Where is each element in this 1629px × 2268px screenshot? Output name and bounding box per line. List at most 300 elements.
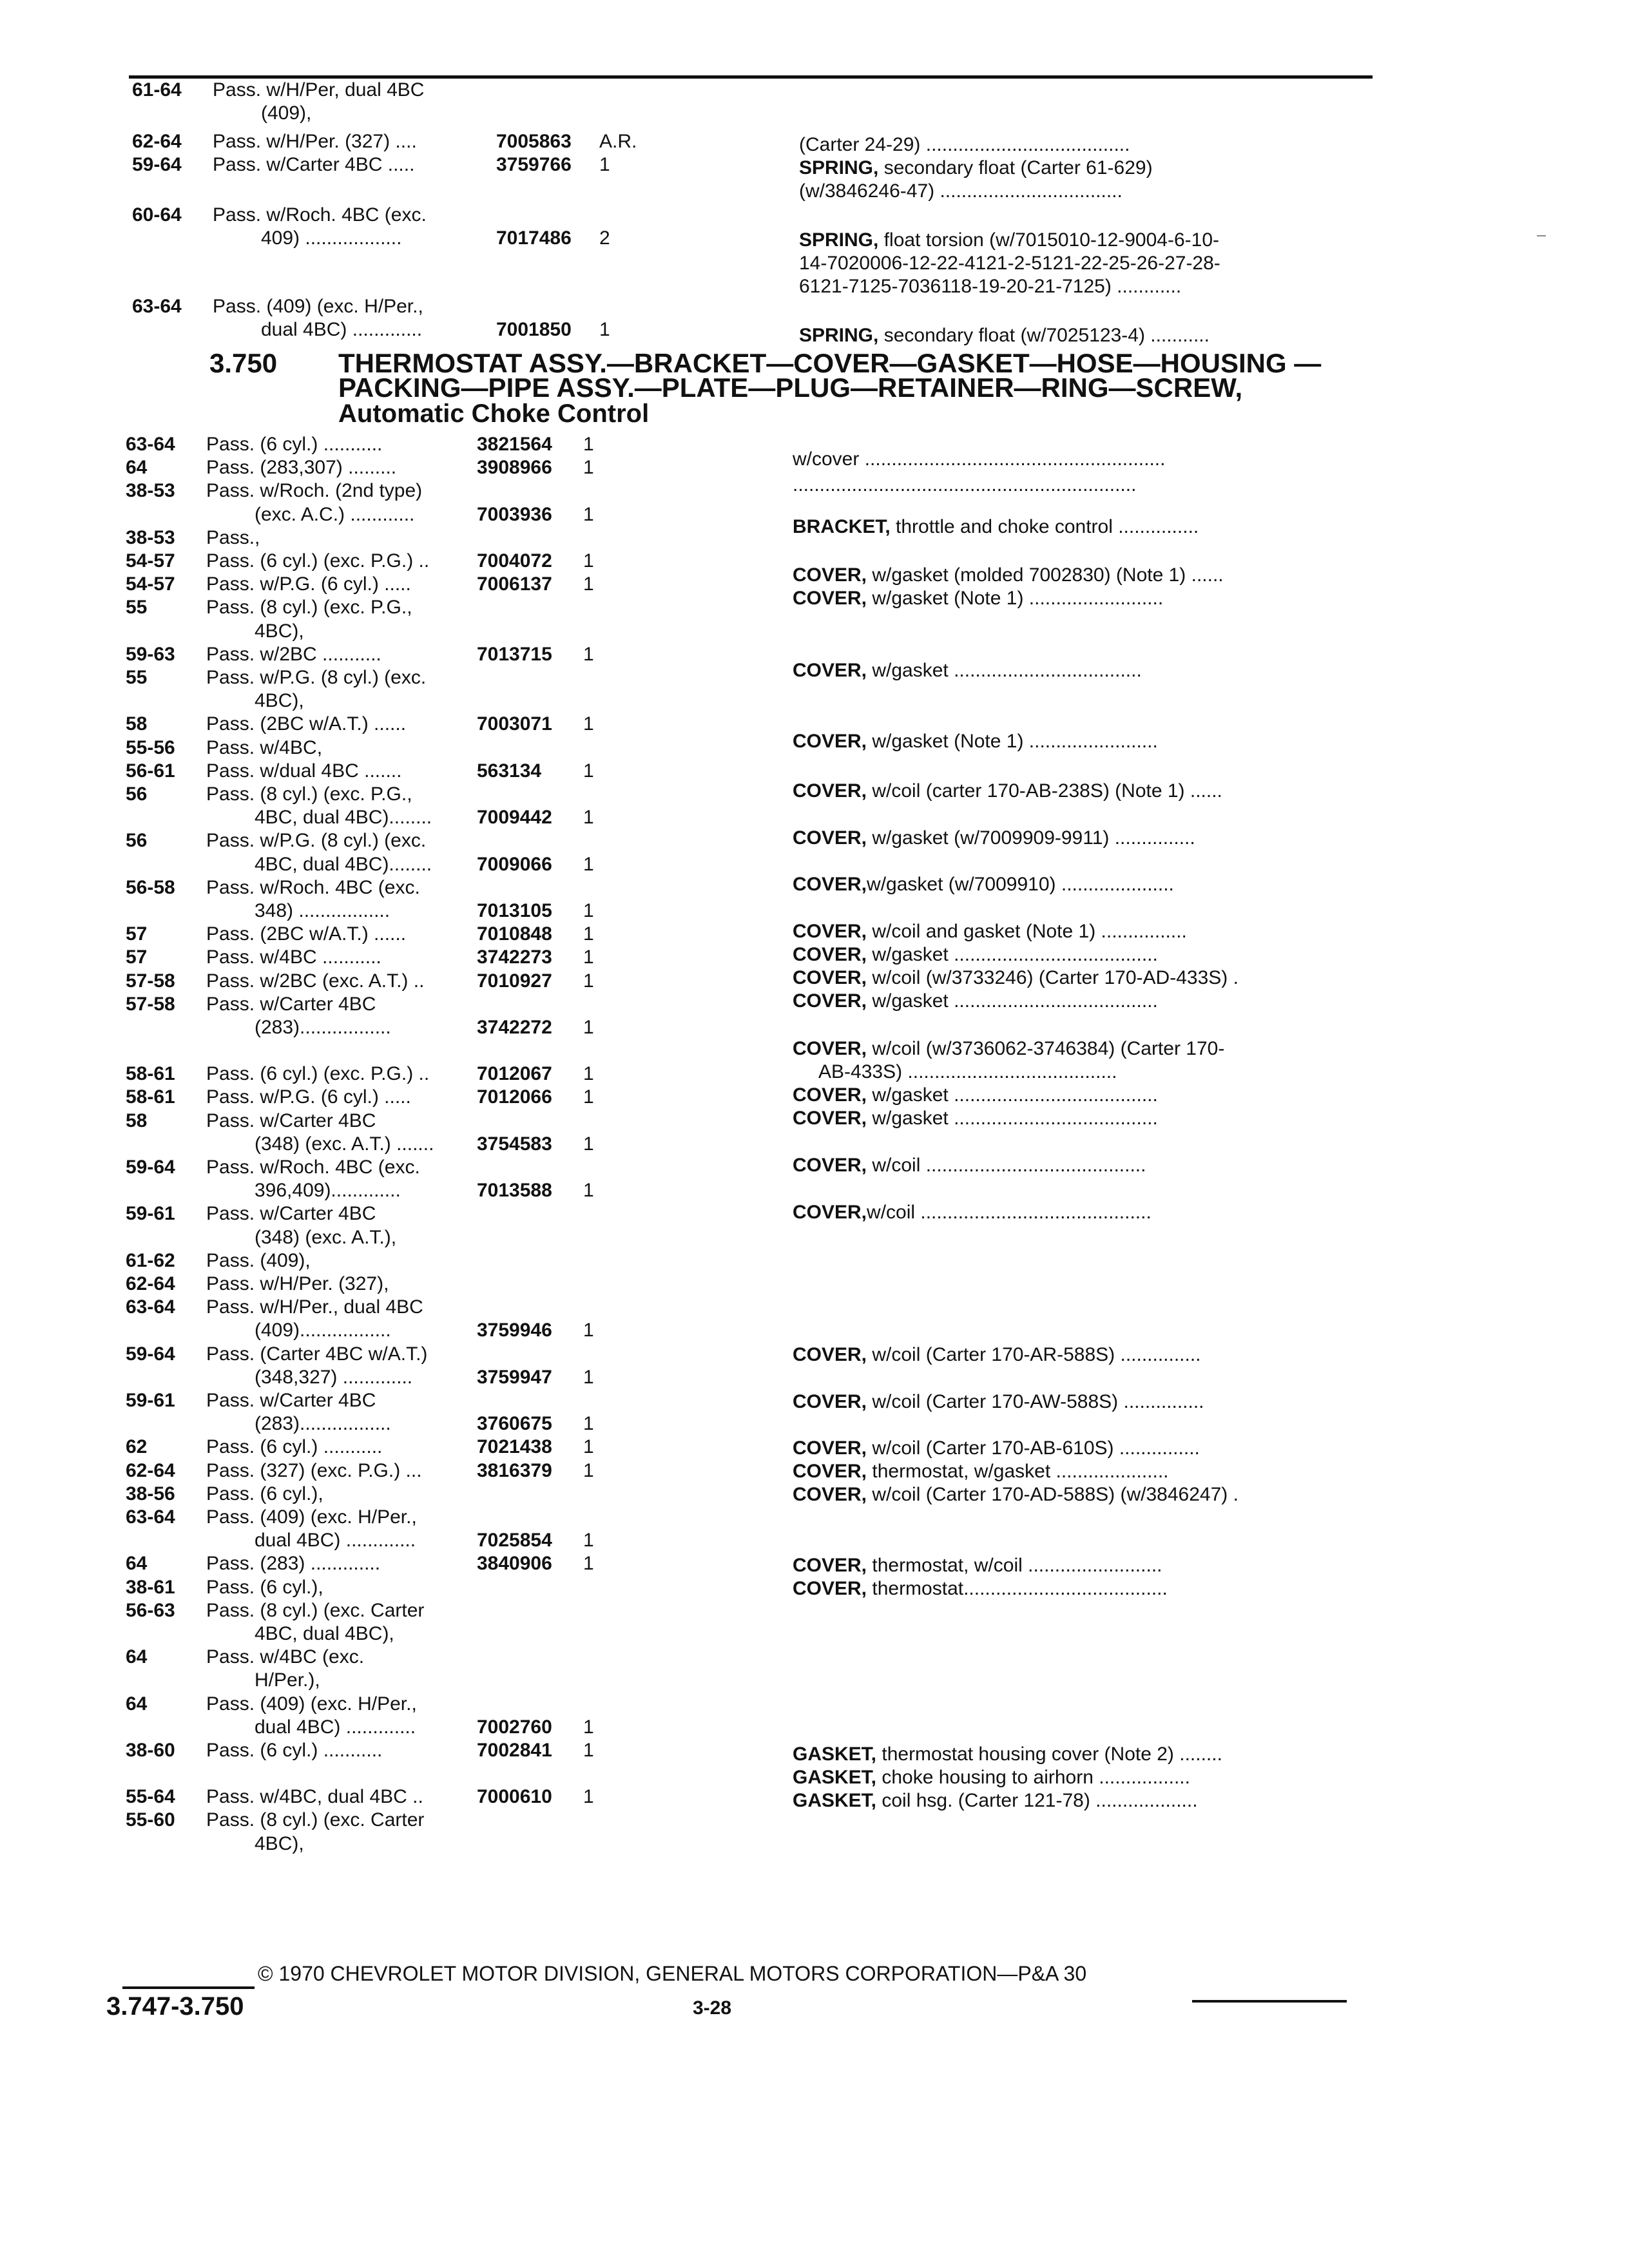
entry-keyword: SPRING, <box>799 157 879 178</box>
parts-row <box>126 876 693 899</box>
section-subtitle: Automatic Choke Control <box>338 399 650 428</box>
entry-line <box>793 1577 1360 1600</box>
part-description: (348) (exc. A.T.), <box>255 1226 397 1248</box>
part-description: (348,327) ............. <box>255 1366 413 1388</box>
parts-row <box>126 829 693 852</box>
parts-row <box>126 946 693 969</box>
part-description: 4BC), <box>255 1832 304 1854</box>
entry-keyword: GASKET, <box>793 1767 877 1788</box>
entry-keyword: COVER, <box>793 1344 867 1365</box>
part-description: Pass. w/P.G. (8 cyl.) (exc. <box>206 667 427 688</box>
year-range: 63-64 <box>132 296 182 317</box>
entry-text: w/coil (w/3733246) (Carter 170-AD-433S) . <box>867 967 1239 988</box>
footer-copyright: © 1970 CHEVROLET MOTOR DIVISION, GENERAL MOTORS CORPORATION—P&A 30 <box>258 1962 1087 1985</box>
part-description: Pass. (8 cyl.) (exc. P.G., <box>206 597 412 619</box>
parts-row <box>126 1785 693 1809</box>
part-description: 4BC), <box>255 690 304 712</box>
parts-row <box>126 1062 693 1086</box>
part-number: 7002841 <box>477 1740 552 1761</box>
part-number: 3908966 <box>477 457 552 479</box>
year-range: 57-58 <box>126 993 175 1015</box>
year-range: 60-64 <box>132 204 182 226</box>
part-number: 7010927 <box>477 970 552 992</box>
parts-row <box>126 1296 693 1319</box>
entry-keyword: COVER, <box>793 1038 867 1059</box>
part-number: 3821564 <box>477 434 552 455</box>
part-description: Pass. w/Carter 4BC <box>206 1110 376 1131</box>
entry-keyword: COVER, <box>793 780 867 802</box>
parts-row <box>126 1343 693 1366</box>
part-number: 7002760 <box>477 1716 552 1738</box>
part-description: Pass. (409), <box>206 1249 311 1271</box>
entry-line <box>793 1201 1360 1224</box>
year-range: 58 <box>126 713 148 735</box>
entry-keyword: COVER, <box>793 874 867 895</box>
year-range: 54-57 <box>126 573 175 595</box>
part-number: 7013715 <box>477 643 552 665</box>
year-range: 38-60 <box>126 1740 175 1761</box>
part-description: Pass. (283) ............. <box>206 1553 381 1575</box>
entry-line <box>799 229 1366 252</box>
part-description: Pass. (2BC w/A.T.) ...... <box>206 923 407 945</box>
quantity: 1 <box>583 1740 594 1761</box>
part-description: dual 4BC) ............. <box>255 1716 416 1738</box>
quantity: 1 <box>583 573 594 595</box>
entry-line <box>793 827 1360 850</box>
parts-row <box>126 1436 693 1459</box>
entry-text: (Carter 24-29) ...................................... <box>799 134 1130 155</box>
part-description: Pass. (283,307) ......... <box>206 457 397 479</box>
part-description: Pass. w/2BC ........... <box>206 643 381 665</box>
parts-row <box>126 1319 693 1342</box>
year-range: 38-61 <box>126 1576 175 1598</box>
part-number: 3816379 <box>477 1459 552 1481</box>
entry-text: coil hsg. (Carter 121-78) ................... <box>876 1790 1198 1811</box>
parts-row <box>126 1086 693 1109</box>
part-description: Pass. w/Carter 4BC ..... <box>213 154 415 175</box>
entry-line <box>793 1554 1360 1577</box>
entry-line <box>793 1766 1360 1789</box>
entry-text: secondary float (Carter 61-629) <box>878 157 1153 178</box>
parts-row <box>132 130 699 153</box>
entry-line <box>799 252 1366 275</box>
section-number: 3.750 <box>209 348 278 378</box>
parts-row <box>126 456 693 479</box>
part-number: 3742272 <box>477 1017 552 1038</box>
entry-keyword: COVER, <box>793 1391 867 1412</box>
parts-row <box>126 1016 693 1039</box>
entry-text: w/gasket (w/7009909-9911) ............... <box>867 827 1195 849</box>
entry-line <box>793 1390 1360 1414</box>
entry-line <box>799 157 1366 180</box>
part-number: 7006137 <box>477 573 552 595</box>
part-description: Pass. (Carter 4BC w/A.T.) <box>206 1343 428 1365</box>
part-description: Pass. w/Roch. 4BC (exc. <box>206 876 420 898</box>
part-description: dual 4BC) ............. <box>261 319 423 340</box>
entry-line <box>793 1437 1360 1460</box>
part-description: Pass., <box>206 526 260 548</box>
year-range: 59-61 <box>126 1203 175 1225</box>
part-description: Pass. w/Carter 4BC <box>206 993 376 1015</box>
part-description: (283)................. <box>255 1017 391 1038</box>
entry-text: w/gasket ...................................... <box>867 1108 1158 1129</box>
entry-keyword: COVER, <box>793 1202 867 1223</box>
part-description: 396,409)............. <box>255 1180 401 1202</box>
entry-line <box>793 1084 1360 1107</box>
part-description: Pass. w/H/Per, dual 4BC <box>213 79 425 101</box>
quantity: 1 <box>583 1436 594 1458</box>
entry-keyword: COVER, <box>793 564 867 586</box>
year-range: 56-61 <box>126 760 175 782</box>
part-description: Pass. w/dual 4BC ....... <box>206 760 402 782</box>
parts-row <box>126 1156 693 1179</box>
entry-keyword: COVER, <box>793 1155 867 1176</box>
year-range: 58-61 <box>126 1086 175 1108</box>
part-description: (409)................. <box>255 1320 391 1341</box>
part-description: H/Per.), <box>255 1669 320 1691</box>
year-range: 56-63 <box>126 1599 175 1621</box>
entry-text: w/gasket ...................................... <box>867 990 1158 1012</box>
part-number: 3759766 <box>496 154 572 175</box>
parts-row <box>126 573 693 596</box>
entry-line <box>818 1061 1385 1084</box>
part-number: 3742273 <box>477 947 552 968</box>
part-number: 7004072 <box>477 550 552 572</box>
part-description: Pass. w/4BC ........... <box>206 947 381 968</box>
quantity: 1 <box>583 1320 594 1341</box>
part-number: 3840906 <box>477 1553 552 1575</box>
year-range: 62 <box>126 1436 148 1458</box>
entry-text: w/gasket (molded 7002830) (Note 1) ...... <box>867 564 1224 586</box>
year-range: 63-64 <box>126 1296 175 1318</box>
footer-rule-right <box>1192 2000 1347 2003</box>
quantity: 1 <box>583 503 594 525</box>
quantity: 1 <box>583 1553 594 1575</box>
entry-text: AB-433S) ....................................... <box>818 1061 1117 1082</box>
quantity: 1 <box>583 643 594 665</box>
quantity: 2 <box>599 227 610 249</box>
part-description: 4BC, dual 4BC)........ <box>255 807 432 829</box>
year-range: 57 <box>126 947 148 968</box>
entry-text: w/coil (Carter 170-AB-610S) ............... <box>867 1437 1200 1459</box>
part-description: Pass. w/Carter 4BC <box>206 1390 376 1411</box>
part-description: Pass. w/H/Per. (327) .... <box>213 131 417 152</box>
parts-row <box>126 503 693 526</box>
parts-row <box>126 1832 693 1856</box>
entry-keyword: COVER, <box>793 921 867 942</box>
part-description: Pass. w/Roch. (2nd type) <box>206 480 423 502</box>
entry-line <box>793 873 1360 896</box>
quantity: 1 <box>583 947 594 968</box>
parts-row <box>132 295 699 318</box>
entry-text: w/coil ........................................... <box>867 1202 1152 1223</box>
parts-row <box>126 853 693 876</box>
part-number: 7010848 <box>477 923 552 945</box>
year-range: 62-64 <box>126 1459 175 1481</box>
entry-line <box>799 275 1366 298</box>
parts-row <box>126 666 693 689</box>
parts-row <box>126 970 693 993</box>
margin-mark <box>1537 235 1546 236</box>
entry-keyword: SPRING, <box>799 229 879 251</box>
year-range: 61-62 <box>126 1249 175 1271</box>
entry-text: w/coil (Carter 170-AD-588S) (w/3846247) . <box>867 1484 1239 1505</box>
part-number: 563134 <box>477 760 542 782</box>
year-range: 62-64 <box>126 1273 175 1294</box>
quantity: 1 <box>583 1716 594 1738</box>
entry-keyword: COVER, <box>793 990 867 1012</box>
footer-rule-left <box>122 1986 255 1989</box>
part-number: 3759947 <box>477 1366 552 1388</box>
quantity: 1 <box>583 1180 594 1202</box>
part-number: 7021438 <box>477 1436 552 1458</box>
entry-text: thermostat, w/gasket ..................... <box>867 1461 1169 1482</box>
year-range: 56 <box>126 830 148 852</box>
parts-row <box>126 1552 693 1575</box>
entry-text: w/gasket ...................................... <box>867 944 1158 965</box>
entry-text: secondary float (w/7025123-4) ........... <box>878 325 1210 346</box>
part-description: Pass. (6 cyl.) (exc. P.G.) .. <box>206 1063 430 1085</box>
year-range: 59-64 <box>132 154 182 175</box>
entry-keyword: GASKET, <box>793 1790 877 1811</box>
quantity: 1 <box>583 434 594 455</box>
part-description: Pass. w/Roch. 4BC (exc. <box>206 1157 420 1178</box>
part-number: 7012067 <box>477 1063 552 1085</box>
part-description: 409) .................. <box>261 227 402 249</box>
part-description: Pass. (6 cyl.) (exc. P.G.) .. <box>206 550 430 572</box>
year-range: 64 <box>126 1693 148 1715</box>
quantity: 1 <box>583 457 594 479</box>
entry-keyword: GASKET, <box>793 1744 877 1765</box>
entry-text: thermostat, w/coil ......................... <box>867 1555 1162 1576</box>
quantity: 1 <box>583 1063 594 1085</box>
entry-line <box>799 180 1366 203</box>
parts-row <box>126 479 693 503</box>
parts-row <box>132 227 699 250</box>
year-range: 38-53 <box>126 526 175 548</box>
parts-row <box>126 1622 693 1646</box>
year-range: 54-57 <box>126 550 175 572</box>
year-range: 56-58 <box>126 876 175 898</box>
entry-line <box>793 780 1360 803</box>
year-range: 55 <box>126 597 148 619</box>
parts-row <box>126 923 693 946</box>
entry-keyword: COVER, <box>793 588 867 609</box>
entry-keyword: COVER, <box>793 1437 867 1459</box>
parts-row <box>126 1576 693 1599</box>
part-description: Pass. w/P.G. (8 cyl.) (exc. <box>206 830 427 852</box>
parts-row <box>126 1202 693 1225</box>
parts-row <box>126 1412 693 1436</box>
parts-row <box>132 79 699 102</box>
year-range: 55-64 <box>126 1786 175 1808</box>
parts-row <box>126 1599 693 1622</box>
entry-line <box>793 1460 1360 1483</box>
entry-line <box>793 1483 1360 1506</box>
year-range: 62-64 <box>132 131 182 152</box>
quantity: 1 <box>583 1786 594 1808</box>
part-number: 7013105 <box>477 900 552 921</box>
parts-row <box>126 736 693 760</box>
parts-row <box>126 1249 693 1273</box>
entry-text: (w/3846246-47) .................................. <box>799 180 1123 202</box>
parts-row <box>126 806 693 829</box>
quantity: 1 <box>583 1366 594 1388</box>
parts-row <box>132 102 699 125</box>
part-description: (348) (exc. A.T.) ....... <box>255 1133 434 1155</box>
part-description: Pass. w/Roch. 4BC (exc. <box>213 204 427 226</box>
year-range: 59-63 <box>126 643 175 665</box>
section-title: THERMOSTAT ASSY.—BRACKET—COVER—GASKET—HOSE—HOUSING —PACKING—PIPE ASSY.—PLATE—PLUG—RETAINER—RING—SCREW, <box>338 348 1322 403</box>
entry-line <box>793 1743 1360 1766</box>
entry-keyword: COVER, <box>793 660 867 681</box>
quantity: 1 <box>583 1017 594 1038</box>
entry-text: throttle and choke control ............... <box>890 516 1199 537</box>
entry-line <box>793 564 1360 587</box>
part-description: (283)................. <box>255 1413 391 1435</box>
parts-row <box>132 153 699 177</box>
part-number: 7017486 <box>496 227 572 249</box>
year-range: 59-64 <box>126 1343 175 1365</box>
quantity: 1 <box>583 853 594 875</box>
entry-line <box>793 587 1360 610</box>
entry-keyword: COVER, <box>793 1084 867 1106</box>
year-range: 38-53 <box>126 480 175 502</box>
parts-row <box>126 689 693 713</box>
part-number: 3760675 <box>477 1413 552 1435</box>
entry-line <box>793 1107 1360 1130</box>
entry-text: choke housing to airhorn ................. <box>876 1767 1190 1788</box>
entry-line <box>793 1037 1360 1061</box>
parts-row <box>126 1133 693 1156</box>
entry-line <box>799 133 1366 157</box>
entry-text: 14-7020006-12-22-4121-2-5121-22-25-26-27-28- <box>799 253 1220 274</box>
part-description: Pass. w/4BC (exc. <box>206 1646 365 1668</box>
entry-keyword: COVER, <box>793 731 867 752</box>
part-number: 7000610 <box>477 1786 552 1808</box>
part-number: 7009442 <box>477 807 552 829</box>
entry-line <box>793 920 1360 943</box>
parts-row <box>132 318 699 341</box>
entry-keyword: COVER, <box>793 1461 867 1482</box>
entry-line <box>793 1789 1360 1812</box>
year-range: 64 <box>126 457 148 479</box>
entry-keyword: COVER, <box>793 1484 867 1505</box>
entry-keyword: COVER, <box>793 1578 867 1599</box>
quantity: 1 <box>583 923 594 945</box>
year-range: 55 <box>126 667 148 688</box>
part-number: 7009066 <box>477 853 552 875</box>
entry-text: w/coil (w/3736062-3746384) (Carter 170- <box>867 1038 1225 1059</box>
entry-text: w/coil (carter 170-AB-238S) (Note 1) ...... <box>867 780 1222 802</box>
part-description: Pass. (6 cyl.) ........... <box>206 1740 383 1761</box>
parts-row <box>126 1716 693 1739</box>
part-description: 4BC, dual 4BC), <box>255 1623 394 1644</box>
parts-row <box>126 1389 693 1412</box>
part-description: Pass. (8 cyl.) (exc. Carter <box>206 1599 425 1621</box>
parts-row <box>126 1483 693 1506</box>
part-description: 4BC, dual 4BC)........ <box>255 853 432 875</box>
entry-keyword: COVER, <box>793 827 867 849</box>
year-range: 64 <box>126 1553 148 1575</box>
entry-text: w/gasket ................................... <box>867 660 1142 681</box>
quantity: 1 <box>583 713 594 735</box>
quantity: 1 <box>583 1530 594 1552</box>
part-description: Pass. w/H/Per. (327), <box>206 1273 389 1294</box>
parts-row <box>126 1669 693 1692</box>
part-number: 7025854 <box>477 1530 552 1552</box>
year-range: 59-61 <box>126 1390 175 1411</box>
quantity: 1 <box>583 550 594 572</box>
entry-line <box>793 943 1360 966</box>
year-range: 64 <box>126 1646 148 1668</box>
entry-keyword: COVER, <box>793 967 867 988</box>
parts-row <box>126 1459 693 1483</box>
year-range: 59-64 <box>126 1157 175 1178</box>
part-description: (409), <box>261 102 312 124</box>
part-description: Pass. (327) (exc. P.G.) ... <box>206 1459 422 1481</box>
entry-text: w/gasket (Note 1) ......................... <box>867 588 1164 609</box>
quantity: 1 <box>599 154 610 175</box>
parts-row <box>126 1739 693 1762</box>
year-range: 56 <box>126 783 148 805</box>
parts-row <box>126 1646 693 1669</box>
entry-text: w/cover ........................................................ <box>793 448 1166 470</box>
parts-row <box>126 596 693 619</box>
year-range: 61-64 <box>132 79 182 101</box>
entry-line <box>793 515 1360 539</box>
part-number: 3754583 <box>477 1133 552 1155</box>
entry-line <box>793 474 1360 497</box>
part-description: (exc. A.C.) ............ <box>255 503 415 525</box>
part-description: 4BC), <box>255 620 304 642</box>
footer-section-range: 3.747-3.750 <box>106 1992 244 2021</box>
part-description: Pass. (6 cyl.), <box>206 1576 323 1598</box>
entry-text: thermostat housing cover (Note 2) ........ <box>876 1744 1222 1765</box>
entry-keyword: SPRING, <box>799 325 879 346</box>
entry-line <box>793 966 1360 990</box>
part-description: Pass. w/4BC, dual 4BC .. <box>206 1786 423 1808</box>
parts-row <box>126 899 693 923</box>
part-number: 7003936 <box>477 503 552 525</box>
parts-row <box>126 1809 693 1832</box>
year-range: 58 <box>126 1110 148 1131</box>
part-description: Pass. (409) (exc. H/Per., <box>213 296 423 317</box>
entry-text: w/coil and gasket (Note 1) ................ <box>867 921 1187 942</box>
entry-text: ................................................................ <box>793 474 1137 495</box>
parts-row <box>126 526 693 550</box>
year-range: 63-64 <box>126 1506 175 1528</box>
entry-text: float torsion (w/7015010-12-9004-6-10- <box>878 229 1220 251</box>
part-description: dual 4BC) ............. <box>255 1530 416 1552</box>
quantity: A.R. <box>599 131 637 152</box>
part-number: 7013588 <box>477 1180 552 1202</box>
parts-row <box>126 1366 693 1389</box>
part-description: Pass. (8 cyl.) (exc. P.G., <box>206 783 412 805</box>
quantity: 1 <box>599 319 610 340</box>
parts-row <box>126 1529 693 1552</box>
entry-text: w/coil (Carter 170-AR-588S) ............... <box>867 1344 1201 1365</box>
entry-text: w/gasket (Note 1) ........................ <box>867 731 1158 752</box>
part-description: Pass. w/4BC, <box>206 736 323 758</box>
entry-line <box>793 1154 1360 1177</box>
parts-row <box>126 1226 693 1249</box>
parts-row <box>126 783 693 806</box>
year-range: 55-56 <box>126 736 175 758</box>
parts-row <box>126 550 693 573</box>
entry-keyword: COVER, <box>793 1108 867 1129</box>
entry-line <box>793 990 1360 1013</box>
